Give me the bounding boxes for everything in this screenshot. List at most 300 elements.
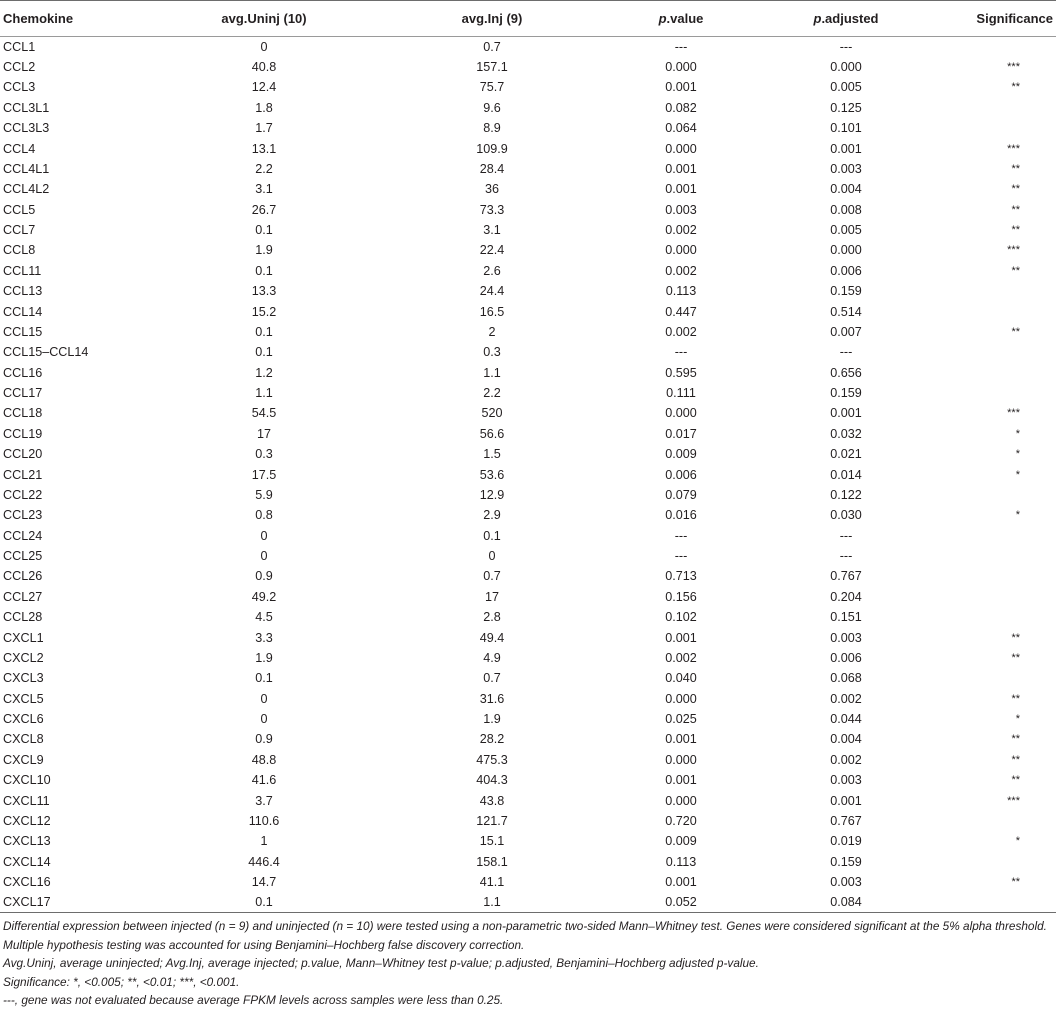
cell-p-adjusted: --- bbox=[839, 39, 853, 54]
cell-avg-uninj: 41.6 bbox=[251, 773, 277, 788]
cell-significance bbox=[936, 892, 1056, 912]
cell-p-adjusted: 0.767 bbox=[830, 813, 862, 828]
cell-p-adjusted: 0.007 bbox=[830, 324, 862, 339]
cell-chemokine: CCL25 bbox=[3, 549, 43, 564]
cell-significance bbox=[936, 383, 1056, 403]
table-row bbox=[0, 240, 1056, 260]
cell-avg-uninj: 15.2 bbox=[251, 304, 277, 319]
cell-avg-uninj: 13.3 bbox=[251, 284, 277, 299]
cell-p-adjusted: 0.019 bbox=[830, 834, 862, 849]
table-row bbox=[0, 729, 1056, 749]
cell-chemokine: CCL3 bbox=[3, 80, 36, 95]
cell-significance bbox=[936, 811, 1056, 831]
cell-significance: *** bbox=[1007, 142, 1020, 155]
table-footnotes bbox=[3, 917, 1053, 1010]
cell-chemokine: CCL11 bbox=[3, 263, 42, 278]
cell-p-adjusted: --- bbox=[839, 345, 853, 360]
cell-chemokine: CXCL1 bbox=[3, 630, 44, 645]
cell-significance bbox=[936, 546, 1056, 566]
cell-chemokine: CCL23 bbox=[3, 508, 43, 523]
cell-p-value: 0.000 bbox=[665, 691, 697, 706]
cell-avg-uninj: 40.8 bbox=[251, 60, 277, 75]
cell-significance: * bbox=[1015, 448, 1020, 461]
cell-p-value: 0.111 bbox=[666, 386, 696, 401]
cell-significance: ** bbox=[1011, 733, 1020, 746]
cell-chemokine: CXCL5 bbox=[3, 691, 44, 706]
cell-avg-inj: 16.5 bbox=[479, 304, 505, 319]
cell-avg-uninj: 0.1 bbox=[255, 345, 273, 360]
cell-avg-uninj: 54.5 bbox=[251, 406, 277, 421]
cell-chemokine: CCL20 bbox=[3, 447, 43, 462]
cell-avg-inj: 520 bbox=[481, 406, 503, 421]
table-row bbox=[0, 322, 1056, 342]
cell-significance: ** bbox=[1011, 651, 1020, 664]
cell-avg-inj: 0.7 bbox=[483, 39, 501, 54]
cell-avg-inj: 1.1 bbox=[483, 365, 501, 380]
cell-p-adjusted: 0.021 bbox=[830, 447, 862, 462]
cell-avg-uninj: 110.6 bbox=[248, 813, 280, 828]
cell-p-value: 0.156 bbox=[665, 589, 697, 604]
cell-significance bbox=[936, 587, 1056, 607]
table-row bbox=[0, 200, 1056, 220]
cell-avg-uninj: 0 bbox=[260, 691, 268, 706]
cell-p-value: 0.000 bbox=[665, 141, 697, 156]
cell-p-adjusted: 0.002 bbox=[830, 691, 862, 706]
cell-p-value: 0.001 bbox=[665, 773, 697, 788]
cell-avg-uninj: 3.7 bbox=[255, 793, 273, 808]
table-row bbox=[0, 98, 1056, 118]
cell-avg-uninj: 2.2 bbox=[255, 161, 273, 176]
cell-p-value: 0.001 bbox=[665, 80, 697, 95]
cell-avg-uninj: 1.9 bbox=[255, 650, 273, 665]
cell-chemokine: CCL14 bbox=[3, 304, 43, 319]
cell-avg-uninj: 1.2 bbox=[255, 365, 273, 380]
table-row bbox=[0, 179, 1056, 199]
table-row bbox=[0, 57, 1056, 77]
cell-p-adjusted: 0.000 bbox=[830, 243, 862, 258]
cell-significance: *** bbox=[1007, 407, 1020, 420]
cell-chemokine: CXCL10 bbox=[3, 773, 51, 788]
cell-avg-uninj: 4.5 bbox=[255, 610, 273, 625]
cell-avg-uninj: 1.7 bbox=[255, 121, 273, 136]
table-row bbox=[0, 831, 1056, 851]
cell-chemokine: CCL22 bbox=[3, 487, 43, 502]
cell-p-adjusted: 0.014 bbox=[830, 467, 862, 482]
footnote-abbreviations: Avg.Uninj, average uninjected; Avg.Inj, average injected; p.value, Mann–Whitney test p-value; p.adjusted, Benjamini–Hochberg adjusted p-value. bbox=[3, 956, 759, 970]
cell-significance: *** bbox=[1007, 794, 1020, 807]
cell-p-adjusted: 0.003 bbox=[830, 630, 862, 645]
cell-chemokine: CCL19 bbox=[3, 426, 43, 441]
cell-avg-inj: 28.2 bbox=[479, 732, 505, 747]
cell-significance bbox=[936, 668, 1056, 688]
cell-significance: *** bbox=[1007, 61, 1020, 74]
cell-chemokine: CXCL8 bbox=[3, 732, 44, 747]
cell-significance: ** bbox=[1011, 774, 1020, 787]
cell-avg-uninj: 0.3 bbox=[255, 447, 273, 462]
cell-chemokine: CXCL13 bbox=[3, 834, 51, 849]
cell-chemokine: CXCL9 bbox=[3, 752, 44, 767]
cell-avg-uninj: 1.9 bbox=[255, 243, 273, 258]
cell-avg-uninj: 0.1 bbox=[255, 671, 273, 686]
cell-significance: ** bbox=[1011, 876, 1020, 889]
cell-chemokine: CXCL6 bbox=[3, 712, 44, 727]
cell-p-value: 0.113 bbox=[665, 284, 697, 299]
cell-p-value: 0.713 bbox=[665, 569, 697, 584]
cell-significance: * bbox=[1015, 427, 1020, 440]
cell-significance: * bbox=[1015, 468, 1020, 481]
cell-avg-inj: 17 bbox=[484, 589, 499, 604]
cell-avg-uninj: 446.4 bbox=[248, 854, 280, 869]
cell-p-value: 0.002 bbox=[665, 223, 697, 238]
table-row bbox=[0, 220, 1056, 240]
cell-p-adjusted: 0.084 bbox=[756, 892, 936, 912]
cell-avg-inj: 109.9 bbox=[476, 141, 508, 156]
table-row bbox=[0, 526, 1056, 546]
cell-significance: ** bbox=[1011, 692, 1020, 705]
cell-p-value: 0.002 bbox=[665, 650, 697, 665]
cell-significance bbox=[936, 301, 1056, 321]
cell-p-value: 0.079 bbox=[665, 487, 697, 502]
table-row bbox=[0, 566, 1056, 586]
cell-avg-inj: 0 bbox=[488, 549, 496, 564]
table-row bbox=[0, 403, 1056, 423]
cell-avg-inj: 0.7 bbox=[483, 671, 501, 686]
cell-chemokine: CCL4L1 bbox=[3, 161, 50, 176]
cell-p-adjusted: 0.002 bbox=[830, 752, 862, 767]
cell-p-value: 0.000 bbox=[665, 243, 697, 258]
cell-avg-inj: 8.9 bbox=[483, 121, 501, 136]
cell-chemokine: CXCL17 bbox=[0, 892, 150, 912]
cell-avg-inj: 1.5 bbox=[483, 447, 501, 462]
table-row bbox=[0, 37, 1056, 57]
cell-avg-uninj: 3.1 bbox=[255, 182, 273, 197]
cell-p-value: 0.052 bbox=[606, 892, 756, 912]
cell-avg-inj: 56.6 bbox=[479, 426, 505, 441]
cell-significance bbox=[936, 98, 1056, 118]
cell-avg-inj: 475.3 bbox=[476, 752, 508, 767]
cell-significance bbox=[936, 37, 1056, 57]
cell-p-adjusted: 0.001 bbox=[830, 793, 862, 808]
cell-p-adjusted: 0.006 bbox=[830, 263, 862, 278]
cell-avg-inj: 36 bbox=[484, 182, 499, 197]
table-row bbox=[0, 770, 1056, 790]
table-row bbox=[0, 159, 1056, 179]
cell-significance: ** bbox=[1011, 631, 1020, 644]
header-chemokine: Chemokine bbox=[0, 1, 150, 37]
header-significance: Significance bbox=[936, 1, 1056, 37]
cell-avg-inj: 157.1 bbox=[476, 60, 508, 75]
cell-p-value: 0.000 bbox=[665, 793, 697, 808]
cell-chemokine: CCL5 bbox=[3, 202, 36, 217]
cell-p-value: --- bbox=[674, 39, 688, 54]
cell-p-adjusted: 0.001 bbox=[830, 141, 862, 156]
table-row bbox=[0, 811, 1056, 831]
cell-p-adjusted: 0.044 bbox=[830, 712, 862, 727]
cell-avg-uninj: 48.8 bbox=[251, 752, 277, 767]
cell-significance: * bbox=[1015, 509, 1020, 522]
cell-avg-uninj: 0.1 bbox=[255, 223, 273, 238]
cell-p-adjusted: 0.204 bbox=[830, 589, 862, 604]
cell-significance: ** bbox=[1011, 325, 1020, 338]
cell-significance bbox=[936, 363, 1056, 383]
cell-p-adjusted: 0.005 bbox=[830, 223, 862, 238]
cell-p-adjusted: 0.008 bbox=[830, 202, 862, 217]
cell-avg-uninj: 3.3 bbox=[255, 630, 273, 645]
cell-significance: ** bbox=[1011, 203, 1020, 216]
cell-chemokine: CCL13 bbox=[3, 284, 43, 299]
cell-p-value: 0.001 bbox=[665, 732, 697, 747]
table-row bbox=[0, 485, 1056, 505]
cell-significance bbox=[936, 526, 1056, 546]
cell-chemokine: CCL8 bbox=[3, 243, 36, 258]
cell-p-adjusted: 0.159 bbox=[830, 386, 862, 401]
cell-chemokine: CCL24 bbox=[3, 528, 43, 543]
table-row bbox=[0, 892, 1056, 912]
table-row bbox=[0, 363, 1056, 383]
cell-avg-inj: 73.3 bbox=[479, 202, 505, 217]
cell-chemokine: CCL15 bbox=[3, 324, 43, 339]
cell-significance: ** bbox=[1011, 81, 1020, 94]
cell-chemokine: CXCL11 bbox=[3, 793, 50, 808]
cell-p-adjusted: 0.004 bbox=[830, 182, 862, 197]
cell-avg-uninj: 0 bbox=[260, 528, 268, 543]
cell-chemokine: CCL2 bbox=[3, 60, 36, 75]
cell-chemokine: CCL3L1 bbox=[3, 100, 50, 115]
cell-avg-uninj: 0.1 bbox=[255, 324, 273, 339]
cell-avg-inj: 41.1 bbox=[479, 875, 505, 890]
cell-avg-inj: 2.2 bbox=[483, 386, 501, 401]
cell-chemokine: CCL4L2 bbox=[3, 182, 50, 197]
cell-significance bbox=[936, 566, 1056, 586]
cell-avg-uninj: 0.1 bbox=[255, 263, 273, 278]
cell-p-adjusted: 0.125 bbox=[830, 100, 862, 115]
cell-significance: * bbox=[1015, 713, 1020, 726]
cell-p-value: 0.102 bbox=[665, 610, 697, 625]
cell-p-adjusted: 0.159 bbox=[830, 284, 862, 299]
cell-p-value: 0.001 bbox=[665, 875, 697, 890]
cell-avg-inj: 121.7 bbox=[476, 813, 508, 828]
table-row bbox=[0, 872, 1056, 892]
header-p-value: p.value bbox=[606, 1, 756, 37]
table-row bbox=[0, 790, 1056, 810]
cell-p-adjusted: 0.101 bbox=[830, 121, 862, 136]
cell-avg-inj: 4.9 bbox=[483, 650, 501, 665]
cell-p-value: 0.009 bbox=[665, 834, 697, 849]
cell-chemokine: CXCL16 bbox=[3, 875, 51, 890]
footnote-significance: Significance: *, <0.005; **, <0.01; ***, <0.001. bbox=[3, 974, 240, 989]
cell-chemokine: CCL4 bbox=[3, 141, 36, 156]
cell-avg-uninj: 12.4 bbox=[251, 80, 277, 95]
table-row bbox=[0, 750, 1056, 770]
cell-avg-uninj: 0 bbox=[260, 549, 268, 564]
cell-p-adjusted: 0.000 bbox=[830, 60, 862, 75]
cell-avg-inj: 158.1 bbox=[476, 854, 508, 869]
cell-p-value: 0.447 bbox=[665, 304, 697, 319]
cell-avg-uninj: 17.5 bbox=[251, 467, 277, 482]
cell-avg-inj: 31.6 bbox=[479, 691, 505, 706]
cell-p-adjusted: 0.032 bbox=[830, 426, 862, 441]
cell-significance bbox=[936, 852, 1056, 872]
cell-avg-uninj: 0 bbox=[260, 39, 268, 54]
cell-avg-inj: 15.1 bbox=[479, 834, 505, 849]
cell-avg-uninj: 0.8 bbox=[255, 508, 273, 523]
table-row bbox=[0, 709, 1056, 729]
cell-p-adjusted: 0.006 bbox=[830, 650, 862, 665]
cell-chemokine: CCL16 bbox=[3, 365, 43, 380]
cell-chemokine: CXCL3 bbox=[3, 671, 44, 686]
cell-significance bbox=[936, 281, 1056, 301]
header-avg-inj: avg.Inj (9) bbox=[378, 1, 606, 37]
cell-p-value: 0.082 bbox=[665, 100, 697, 115]
cell-significance bbox=[936, 342, 1056, 362]
header-p-adjusted: p.adjusted bbox=[756, 1, 936, 37]
cell-avg-inj: 22.4 bbox=[479, 243, 505, 258]
cell-avg-inj: 75.7 bbox=[479, 80, 505, 95]
cell-p-value: 0.000 bbox=[665, 406, 697, 421]
cell-p-value: 0.720 bbox=[665, 813, 697, 828]
table-row bbox=[0, 648, 1056, 668]
table-row bbox=[0, 444, 1056, 464]
cell-avg-inj: 49.4 bbox=[479, 630, 505, 645]
cell-p-value: 0.025 bbox=[665, 712, 697, 727]
cell-p-value: 0.002 bbox=[665, 263, 697, 278]
cell-p-adjusted: --- bbox=[839, 528, 853, 543]
cell-chemokine: CCL28 bbox=[3, 610, 43, 625]
cell-significance: ** bbox=[1011, 183, 1020, 196]
cell-significance: * bbox=[1015, 835, 1020, 848]
cell-p-value: --- bbox=[674, 345, 688, 360]
cell-chemokine: CCL15–CCL14 bbox=[3, 345, 89, 360]
cell-p-adjusted: 0.030 bbox=[830, 508, 862, 523]
cell-p-value: 0.016 bbox=[665, 508, 697, 523]
table-body bbox=[0, 37, 1056, 913]
table-row bbox=[0, 668, 1056, 688]
cell-significance: ** bbox=[1011, 264, 1020, 277]
cell-avg-uninj: 0.1 bbox=[150, 892, 378, 912]
table-row bbox=[0, 464, 1056, 484]
table-row bbox=[0, 118, 1056, 138]
cell-chemokine: CCL1 bbox=[3, 39, 36, 54]
cell-p-adjusted: 0.003 bbox=[830, 875, 862, 890]
cell-avg-inj: 43.8 bbox=[479, 793, 505, 808]
table-row bbox=[0, 138, 1056, 158]
cell-p-value: 0.009 bbox=[665, 447, 697, 462]
cell-p-adjusted: 0.656 bbox=[830, 365, 862, 380]
table-row bbox=[0, 689, 1056, 709]
cell-avg-inj: 24.4 bbox=[479, 284, 505, 299]
cell-avg-uninj: 26.7 bbox=[251, 202, 277, 217]
cell-chemokine: CXCL14 bbox=[3, 854, 51, 869]
table-row bbox=[0, 587, 1056, 607]
cell-p-value: 0.000 bbox=[665, 60, 697, 75]
cell-chemokine: CCL18 bbox=[3, 406, 43, 421]
cell-p-value: 0.003 bbox=[665, 202, 697, 217]
cell-p-adjusted: 0.122 bbox=[830, 487, 862, 502]
table-row bbox=[0, 281, 1056, 301]
cell-p-value: 0.017 bbox=[665, 426, 697, 441]
cell-p-adjusted: 0.151 bbox=[830, 610, 862, 625]
cell-chemokine: CXCL12 bbox=[3, 813, 51, 828]
table-row bbox=[0, 301, 1056, 321]
cell-avg-uninj: 1 bbox=[260, 834, 268, 849]
cell-p-value: 0.040 bbox=[665, 671, 697, 686]
cell-avg-inj: 2.8 bbox=[483, 610, 501, 625]
cell-avg-inj: 2.9 bbox=[483, 508, 501, 523]
cell-avg-inj: 1.1 bbox=[378, 892, 606, 912]
cell-p-value: 0.595 bbox=[665, 365, 697, 380]
cell-avg-uninj: 0.9 bbox=[255, 569, 273, 584]
cell-p-value: 0.064 bbox=[665, 121, 697, 136]
table-row bbox=[0, 627, 1056, 647]
cell-significance bbox=[936, 485, 1056, 505]
table-row bbox=[0, 546, 1056, 566]
cell-significance: *** bbox=[1007, 244, 1020, 257]
footnote-method: Differential expression between injected (n = 9) and uninjected (n = 10) were tested using a non-parametric two-sided Mann–Whitney test. Genes were considered significant at the 5% alpha threshold. Multiple hypothesis testing was accounted for using Benjamini–Hochberg false discovery correction. bbox=[3, 919, 1047, 952]
cell-p-value: --- bbox=[674, 528, 688, 543]
cell-avg-uninj: 13.1 bbox=[251, 141, 277, 156]
table-header-row bbox=[0, 1, 1056, 37]
cell-avg-uninj: 0.9 bbox=[255, 732, 273, 747]
cell-avg-inj: 404.3 bbox=[476, 773, 508, 788]
cell-p-adjusted: 0.514 bbox=[830, 304, 862, 319]
table-row bbox=[0, 342, 1056, 362]
cell-avg-uninj: 14.7 bbox=[251, 875, 277, 890]
table-row bbox=[0, 424, 1056, 444]
cell-avg-uninj: 1.1 bbox=[255, 386, 273, 401]
cell-p-value: 0.001 bbox=[665, 630, 697, 645]
cell-p-adjusted: 0.004 bbox=[830, 732, 862, 747]
cell-chemokine: CCL21 bbox=[3, 467, 43, 482]
footnote-not-evaluated: ---, gene was not evaluated because average FPKM levels across samples were less than 0.25. bbox=[3, 993, 504, 1007]
cell-chemokine: CCL26 bbox=[3, 569, 43, 584]
cell-avg-uninj: 49.2 bbox=[251, 589, 277, 604]
cell-chemokine: CCL27 bbox=[3, 589, 43, 604]
cell-significance: ** bbox=[1011, 224, 1020, 237]
cell-chemokine: CCL7 bbox=[3, 223, 36, 238]
table-row bbox=[0, 607, 1056, 627]
cell-chemokine: CCL3L3 bbox=[3, 121, 50, 136]
cell-p-value: 0.006 bbox=[665, 467, 697, 482]
cell-avg-inj: 0.3 bbox=[483, 345, 501, 360]
cell-avg-inj: 0.7 bbox=[483, 569, 501, 584]
cell-avg-inj: 0.1 bbox=[483, 528, 501, 543]
cell-p-adjusted: 0.003 bbox=[830, 161, 862, 176]
cell-avg-inj: 53.6 bbox=[479, 467, 505, 482]
table-row bbox=[0, 505, 1056, 525]
cell-avg-inj: 28.4 bbox=[479, 161, 505, 176]
cell-significance bbox=[936, 607, 1056, 627]
cell-p-value: 0.001 bbox=[665, 182, 697, 197]
table-row bbox=[0, 383, 1056, 403]
cell-avg-uninj: 17 bbox=[256, 426, 271, 441]
cell-significance bbox=[936, 118, 1056, 138]
cell-p-adjusted: 0.767 bbox=[830, 569, 862, 584]
cell-avg-inj: 3.1 bbox=[483, 223, 501, 238]
cell-avg-inj: 12.9 bbox=[479, 487, 505, 502]
cell-avg-inj: 2.6 bbox=[483, 263, 501, 278]
cell-avg-uninj: 1.8 bbox=[255, 100, 273, 115]
table-row bbox=[0, 261, 1056, 281]
cell-p-adjusted: 0.159 bbox=[830, 854, 862, 869]
cell-p-adjusted: 0.068 bbox=[830, 671, 862, 686]
cell-avg-inj: 2 bbox=[488, 324, 496, 339]
cell-p-value: 0.001 bbox=[665, 161, 697, 176]
table-row bbox=[0, 852, 1056, 872]
cell-p-value: --- bbox=[674, 549, 688, 564]
cell-chemokine: CCL17 bbox=[3, 386, 43, 401]
table-row bbox=[0, 77, 1056, 97]
header-avg-uninj: avg.Uninj (10) bbox=[150, 1, 378, 37]
